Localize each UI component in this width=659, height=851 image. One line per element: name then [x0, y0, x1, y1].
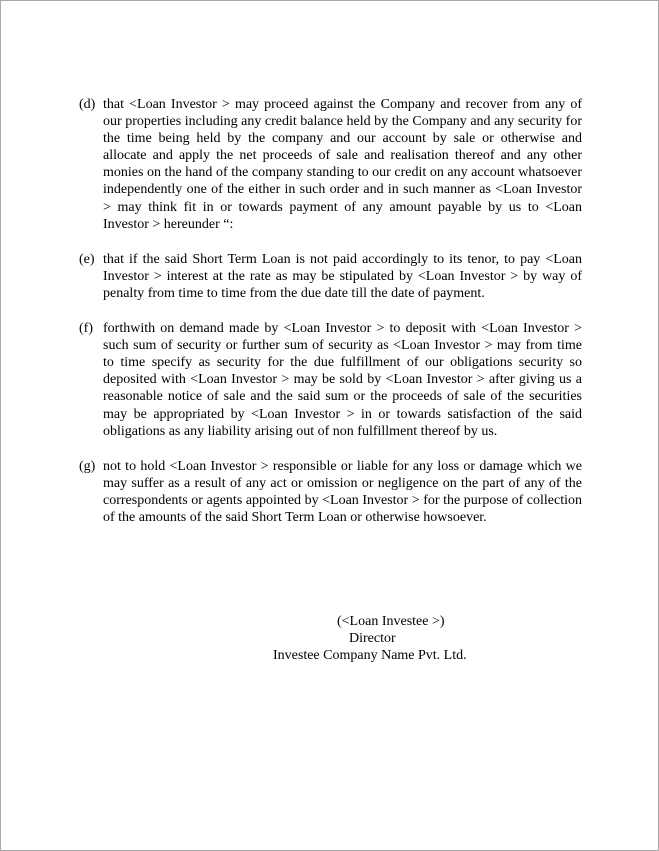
clause-e [79, 251, 582, 302]
clause-d [79, 96, 582, 233]
clause-text: not to hold <Loan Investor > responsible or liable for any loss or damage which we may suffer as a result of any act or omission or negligence on the part of any of the correspondents or agents appointed by <Loan Investor > for the purpose of collection of the amounts of the said Short Term Loan or otherwise howsoever. [103, 458, 582, 525]
clause-g [79, 458, 582, 526]
clause-marker: (f) [79, 321, 93, 337]
clause-marker: (g) [79, 458, 96, 474]
company-name: Investee Company Name Pvt. Ltd. [273, 648, 467, 664]
clause-list [79, 96, 582, 544]
clause-f [79, 320, 582, 440]
clause-marker: (d) [79, 97, 96, 112]
clause-text: that if the said Short Term Loan is not paid accordingly to its tenor, to pay <Loan Investor > interest at the rate as may be stipulated by <Loan Investor > by way of penalty from time to time from the due date till the date of payment. [103, 251, 582, 301]
clause-text: forthwith on demand made by <Loan Investor > to deposit with <Loan Investor > such sum of security or further sum of security as <Loan Investor > may from time to time specify as security for the due fulfillment of our obligations security so deposited with <Loan Investor > may be sold by <Loan Investor > after giving us a reasonable notice of sale and the said sum or the proceeds of sale of the securities may be appropriated by <Loan Investor > in or towards satisfaction of the said obligations as any liability arising out of non fulfillment thereof by us. [103, 321, 582, 439]
clause-text: that <Loan Investor > may proceed against the Company and recover from any of our properties including any credit balance held by the Company and any security for the time being held by the company and our account by sale or otherwise and allocate and apply the net proceeds of sale and realisation thereof and any other monies on the hand of the company standing to our credit on any account whatsoever independently one of the either in such order and in such manner as <Loan Investor > may think fit in or towards payment of any amount payable by us to <Loan Investor > hereunder “: [103, 97, 582, 232]
clause-marker: (e) [79, 251, 95, 267]
signature-block [1, 613, 659, 664]
signatory-title: Director [349, 631, 396, 647]
signatory-name: (<Loan Investee >) [337, 614, 445, 629]
